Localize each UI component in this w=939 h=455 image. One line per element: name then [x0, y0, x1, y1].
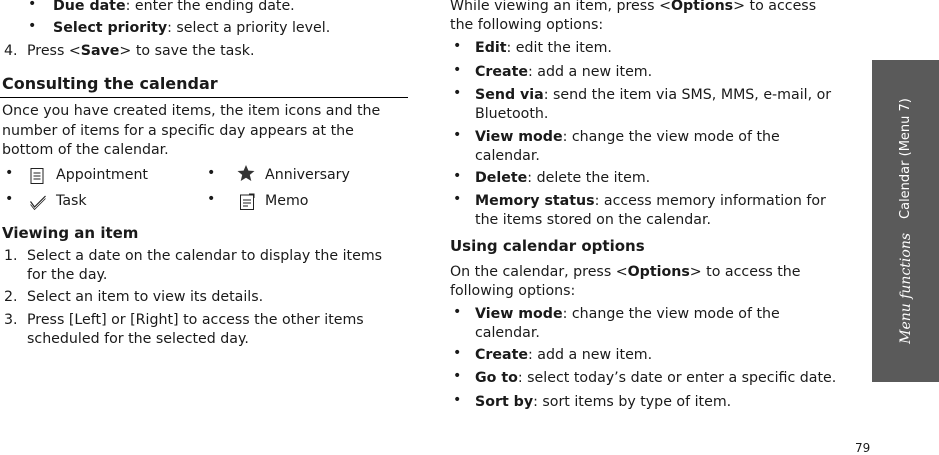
page-number: 79	[855, 441, 871, 455]
option-view-mode-cont: calendar.	[475, 148, 540, 164]
right-intro-line-2: the following options:	[450, 17, 604, 33]
step-3-line-1: Press [Left] or [Right] to access the other items	[27, 312, 364, 328]
option-memory-status: Memory status: access memory information for	[475, 193, 826, 209]
option2-view-mode-cont: calendar.	[475, 325, 540, 341]
side-tab-label	[872, 60, 939, 382]
appointment-icon	[28, 167, 46, 185]
bullet: •	[453, 62, 462, 78]
anniversary-label: Anniversary	[265, 167, 350, 183]
bullet: •	[453, 368, 462, 384]
option-edit: Edit: edit the item.	[475, 40, 612, 56]
bullet: •	[453, 392, 462, 408]
step-1-line-2: for the day.	[27, 267, 108, 283]
step-4-text: Press <Save> to save the task.	[27, 43, 255, 59]
task-icon	[29, 193, 47, 211]
due-date-option: Due date: enter the ending date.	[53, 0, 295, 14]
intro-line-1: Once you have created items, the item icons and the	[2, 103, 381, 119]
bullet: •	[453, 191, 462, 207]
bullet: •	[453, 38, 462, 54]
step-3-line-2: scheduled for the selected day.	[27, 331, 249, 347]
side-tab-subsection: Calendar (Menu 7)	[898, 98, 913, 219]
memo-label: Memo	[265, 193, 309, 209]
bullet: •	[28, 0, 37, 12]
option2-create: Create: add a new item.	[475, 347, 653, 363]
bullet: •	[28, 18, 37, 34]
option2-sort-by: Sort by: sort items by type of item.	[475, 394, 732, 410]
option2-go-to: Go to: select today’s date or enter a specific date.	[475, 370, 837, 386]
bullet: •	[453, 345, 462, 361]
step-1-line-1: Select a date on the calendar to display the items	[27, 248, 383, 264]
step-1-number: 1.	[4, 248, 18, 264]
intro-line-3: bottom of the calendar.	[2, 142, 169, 158]
option-memory-status-cont: the items stored on the calendar.	[475, 212, 712, 228]
bullet: •	[453, 85, 462, 101]
step-2-number: 2.	[4, 289, 18, 305]
memo-icon	[238, 193, 256, 211]
option-send-via-cont: Bluetooth.	[475, 106, 549, 122]
task-label: Task	[56, 193, 87, 209]
right-intro2-line-1: On the calendar, press <Options> to access the	[450, 264, 801, 280]
bullet: •	[453, 168, 462, 184]
bullet: •	[453, 127, 462, 143]
bullet: •	[5, 165, 14, 181]
option-create: Create: add a new item.	[475, 64, 653, 80]
appointment-label: Appointment	[56, 167, 148, 183]
option-view-mode: View mode: change the view mode of the	[475, 129, 780, 145]
bullet: •	[453, 304, 462, 320]
right-intro2-line-2: following options:	[450, 283, 576, 299]
bullet: •	[207, 191, 216, 207]
step-4-number: 4.	[4, 43, 18, 59]
option2-view-mode: View mode: change the view mode of the	[475, 306, 780, 322]
side-tab-section: Menu functions	[897, 232, 914, 344]
step-2-line-1: Select an item to view its details.	[27, 289, 264, 305]
option-delete: Delete: delete the item.	[475, 170, 651, 186]
anniversary-icon	[237, 164, 255, 182]
select-priority-option: Select priority: select a priority level.	[53, 20, 331, 36]
step-3-number: 3.	[4, 312, 18, 328]
bullet: •	[207, 165, 216, 181]
heading-rule	[0, 97, 408, 98]
bullet: •	[5, 191, 14, 207]
option-send-via: Send via: send the item via SMS, MMS, e-mail, or	[475, 87, 832, 103]
section-heading-consulting: Consulting the calendar	[2, 74, 218, 93]
subheading-using-options: Using calendar options	[450, 237, 645, 255]
intro-line-2: number of items for a specific day appears at the	[2, 123, 354, 139]
right-intro-line-1: While viewing an item, press <Options> to access	[450, 0, 817, 14]
subheading-viewing-item: Viewing an item	[2, 224, 139, 242]
